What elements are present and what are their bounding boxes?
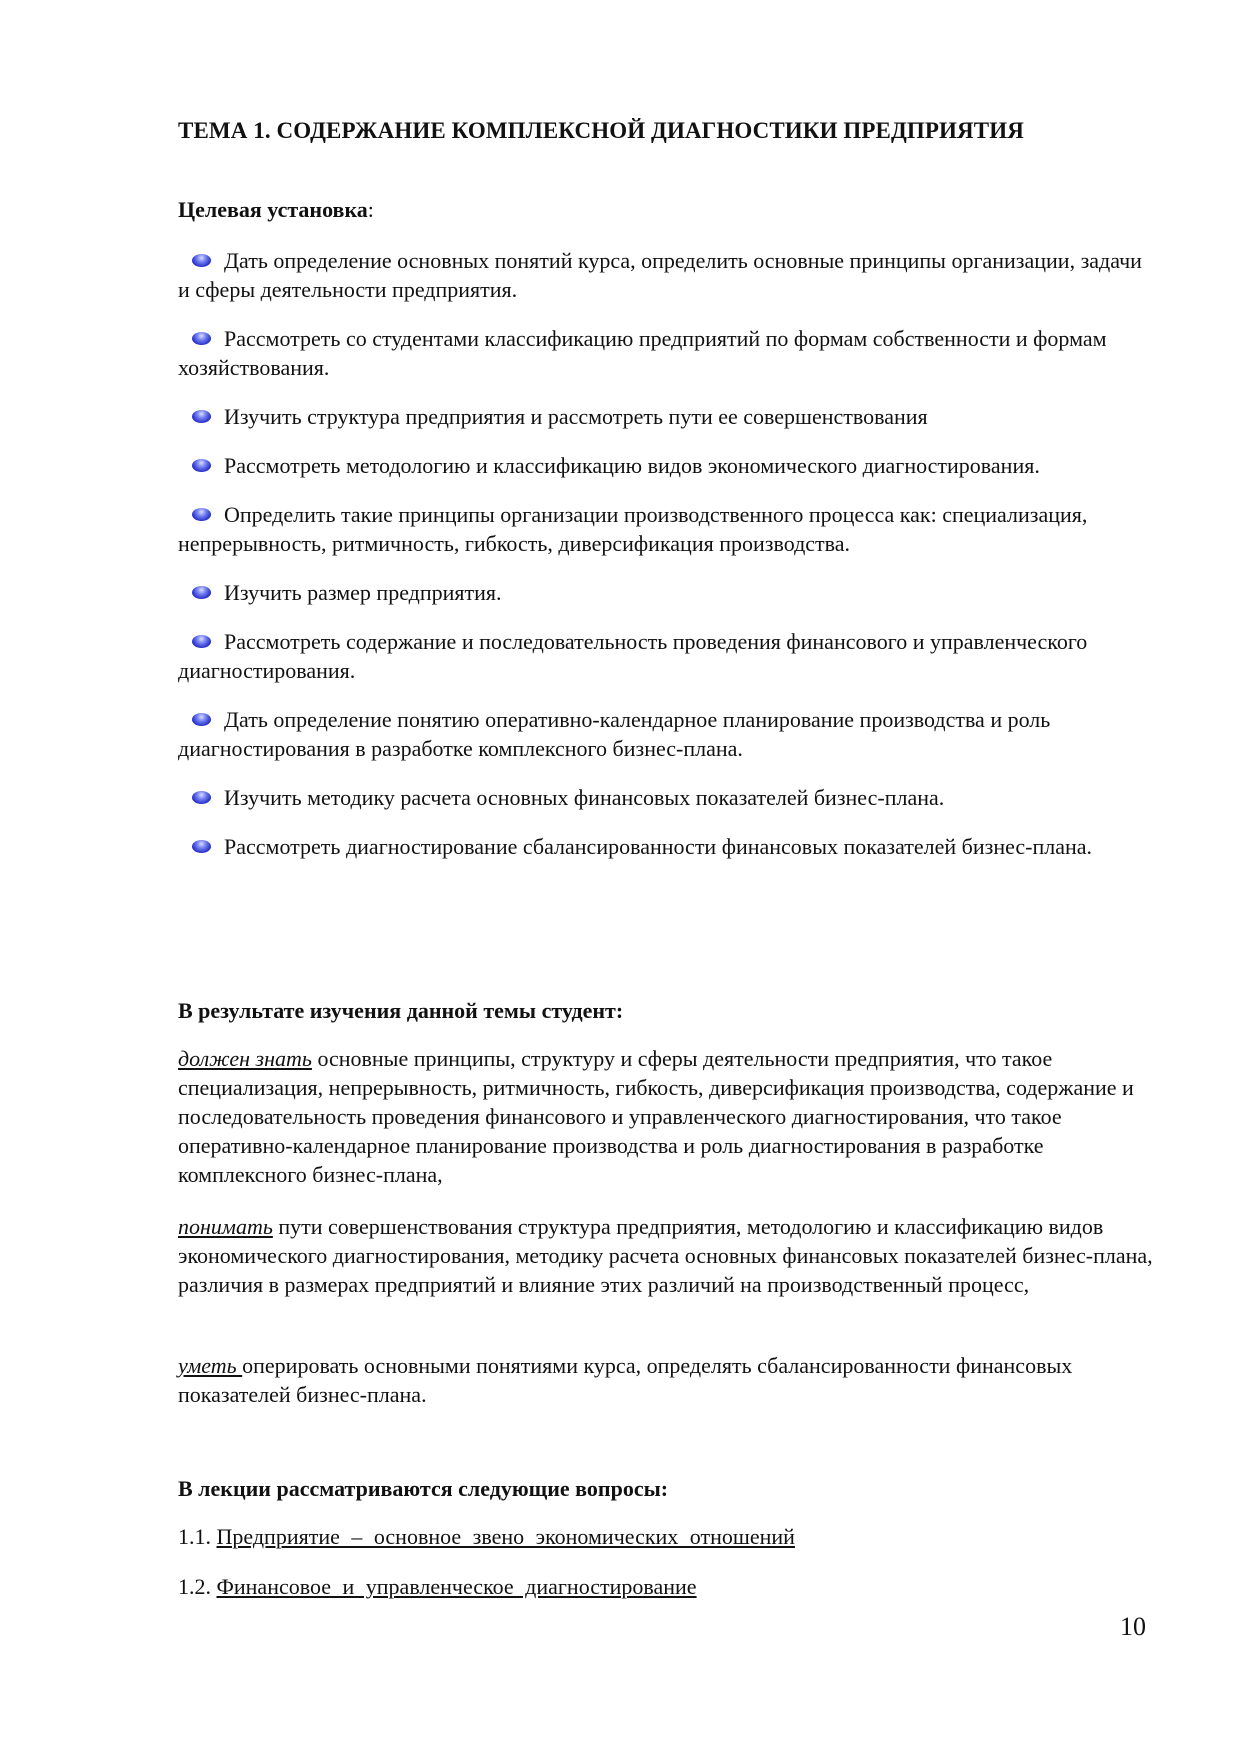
goal-list-item — [178, 627, 1148, 685]
able-keyword: уметь — [178, 1353, 243, 1378]
question-link[interactable]: Предприятие – основное звено экономических отношений — [216, 1524, 795, 1549]
know-paragraph — [178, 1044, 1153, 1189]
know-text: основные принципы, структуру и сферы деятельности предприятия, что такое специализация, непрерывность, ритмичность, гибкость, диверсификация производства, содержание и последовательность проведения финансового и управленческого диагностирования, что такое оперативно-календарное планирование производства и роль диагностирования в разработке комплексного бизнес-плана, — [178, 1046, 1134, 1187]
goal-item-text: Рассмотреть диагностирование сбалансированности финансовых показателей бизнес-плана. — [224, 834, 1093, 859]
goal-list-item — [178, 246, 1148, 304]
goal-item-text: Изучить методику расчета основных финансовых показателей бизнес-плана. — [224, 785, 945, 810]
page-title: ТЕМА 1. СОДЕРЖАНИЕ КОМПЛЕКСНОЙ ДИАГНОСТИКИ ПРЕДПРИЯТИЯ — [178, 118, 1024, 143]
lecture-question — [178, 1572, 697, 1602]
understand-text: пути совершенствования структура предприятия, методологию и классификацию видов экономического диагностирования, методику расчета основных финансовых показателей бизнес-плана, различия в размерах предприятий и влияние этих различий на производственный процесс, — [178, 1214, 1153, 1297]
goal-list-item — [178, 500, 1148, 558]
blue-sphere-bullet-icon — [192, 410, 211, 423]
blue-sphere-bullet-icon — [192, 586, 211, 599]
goal-list-item — [178, 783, 1148, 812]
blue-sphere-bullet-icon — [192, 459, 211, 472]
goal-list — [178, 246, 1148, 861]
lecture-heading: В лекции рассматриваются следующие вопросы: — [178, 1476, 669, 1501]
goal-heading-text: Целевая установка — [178, 197, 368, 222]
goal-item-text: Дать определение понятию оперативно-календарное планирование производства и роль диагностирования в разработке комплексного бизнес-плана. — [178, 707, 1051, 761]
goal-item-text: Рассмотреть содержание и последовательность проведения финансового и управленческого диагностирования. — [178, 629, 1088, 683]
goal-list-item — [178, 832, 1148, 861]
blue-sphere-bullet-icon — [192, 791, 211, 804]
goal-item-text: Рассмотреть со студентами классификацию предприятий по формам собственности и формам хозяйствования. — [178, 326, 1107, 380]
blue-sphere-bullet-icon — [192, 840, 211, 853]
lecture-question — [178, 1522, 795, 1552]
understand-keyword: понимать — [178, 1214, 273, 1239]
able-paragraph — [178, 1351, 1153, 1409]
goal-item-text: Дать определение основных понятий курса, определить основные принципы организации, задачи и сферы деятельности предприятия. — [178, 248, 1142, 302]
goal-list-item — [178, 578, 1148, 607]
question-link[interactable]: Финансовое и управленческое диагностирование — [216, 1574, 697, 1599]
goal-heading — [178, 195, 374, 225]
blue-sphere-bullet-icon — [192, 508, 211, 521]
goal-list-item — [178, 451, 1148, 480]
know-keyword: должен знать — [178, 1046, 312, 1071]
goal-list-item — [178, 402, 1148, 431]
document-page — [178, 0, 1153, 1754]
goal-heading-colon: : — [367, 197, 374, 222]
goal-list-item — [178, 324, 1148, 382]
goal-item-text: Рассмотреть методологию и классификацию видов экономического диагностирования. — [224, 453, 1040, 478]
blue-sphere-bullet-icon — [192, 254, 211, 267]
goal-item-text: Изучить размер предприятия. — [224, 580, 502, 605]
able-text: оперировать основными понятиями курса, определять сбалансированности финансовых показателей бизнес-плана. — [178, 1353, 1073, 1407]
blue-sphere-bullet-icon — [192, 332, 211, 345]
understand-paragraph — [178, 1212, 1153, 1299]
results-heading: В результате изучения данной темы студент: — [178, 998, 624, 1023]
blue-sphere-bullet-icon — [192, 635, 211, 648]
goal-item-text: Определить такие принципы организации производственного процесса как: специализация, непрерывность, ритмичность, гибкость, диверсификация производства. — [178, 502, 1088, 556]
goal-item-text: Изучить структура предприятия и рассмотреть пути ее совершенствования — [224, 404, 928, 429]
question-number: 1.2. — [178, 1574, 211, 1599]
question-number: 1.1. — [178, 1524, 211, 1549]
blue-sphere-bullet-icon — [192, 713, 211, 726]
goal-list-item — [178, 705, 1148, 763]
page-number: 10 — [1120, 1612, 1146, 1641]
